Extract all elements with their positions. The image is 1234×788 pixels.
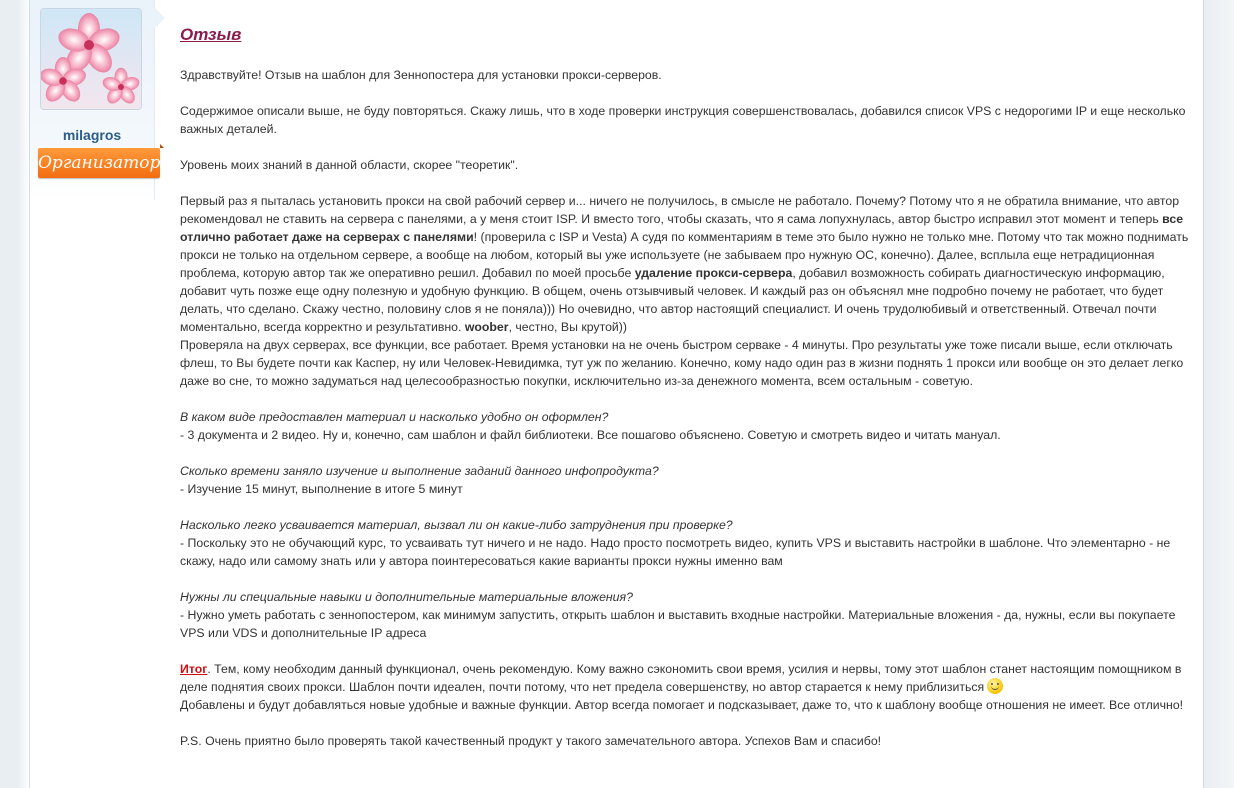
experience-text-5: Проверяла на двух серверах, все функции, все работает. Время установки на не очень быстром серваке - 4 минуты. Про результаты уже тоже писали выше, если отключать флеш, то Вы будете почти как Каспер, ну или Человек-Невидимка, тут уж по желанию. Конечно, кому надо один раз в жизни поднять 1 прокси или вообще он это делает легко даже во сне, то можно задуматься над целесообразностью покупки, исключительно из-за денежного момента, всем остальным - советую. [180,338,1184,388]
post-content [180,24,1200,768]
rank-badge: Организатор [38,148,160,178]
summary-text-2: Добавлены и будут добавляться новые удобные и важные функции. Автор всегда помогает и подсказывает, даже то, что к шаблону вообще отношения не имеет. Все отлично! [180,698,1184,712]
username-link[interactable]: milagros [62,127,122,143]
qa-block-2 [180,462,1200,498]
experience-bold-panels: все отлично работает даже на серверах с панелями [180,212,1184,244]
post-title: Отзыв [180,25,242,44]
qa-block-4 [180,588,1200,642]
experience-text-2: ! (проверила с ISP и Vesta) А судя по комментариям в теме это было нужно не только мне. Потому что так можно поднимать прокси не только на отдельном сервере, а вообще на любом, который вы уже используете (не забываем про нужную ОС, конечно). Далее, всплыла еще нетрадиционная проблема, которую автор так же оперативно решил. Добавил по моей просьбе [180,230,1189,280]
experience-text-1: Первый раз я пыталась установить прокси на свой рабочий сервер и... ничего не получилось, в смысле не работало. Почему? Потому что я не обратила внимание, что автор рекомендовал не ставить на сервера с панелями, а у меня стоит ISP. И вместо того, чтобы сказать, что я сама лопухнулась, автор быстро исправил этот момент и теперь [180,194,1180,226]
post-paragraph-content: Содержимое описали выше, не буду повторяться. Скажу лишь, что в ходе проверки инструкция совершенствовалась, добавился список VPS с недорогими IP и еще несколько важных деталей. [180,104,1186,136]
experience-bold-delete: удаление прокси-сервера [634,266,793,280]
author-name: woober [464,320,509,334]
experience-text-3: , добавил возможность собирать диагностическую информацию, добавит чуть позже еще одну полезную и удобную функцию. В общем, очень отзывчивый человек. И каждый раз он объяснял мне подробно почему не работает, что будет делать, что сделано. Скажу честно, половину слов я не поняла))) Но очевидно, что автор настоящий специалист. И очень трудолюбивый и ответственный. Отвечал почти моментально, всегда корректно и результативно. [180,266,1165,334]
post-paragraph-greeting: Здравствуйте! Отзыв на шаблон для Зеннопостера для установки прокси-серверов. [180,68,662,82]
user-info-column [30,0,154,788]
question-3: Насколько легко усваивается материал, вызвал ли он какие-либо затруднения при проверке? [180,518,733,532]
question-4: Нужны ли специальные навыки и дополнительные материальные вложения? [180,590,633,604]
answer-2: - Изучение 15 минут, выполнение в итоге 5 минут [180,482,463,496]
answer-4: - Нужно уметь работать с зеннопостером, как минимум запустить, открыть шаблон и выставить входные настройки. Материальные вложения - да, нужны, если вы покупаете VPS или VDS и дополнительные IP адреса [180,608,1176,640]
qa-block-1 [180,408,1200,444]
answer-3: - Поскольку это не обучающий курс, то усваивать тут ничего и не надо. Надо просто посмотреть видео, купить VPS и выставить настройки в шаблоне. Что элементарно - не скажу, надо или самому знать или у автора поинтересоваться какие варианты прокси нужны именно вам [180,536,1171,568]
postscript: P.S. Очень приятно было проверять такой качественный продукт у такого замечательного автора. Успехов Вам и спасибо! [180,734,882,748]
question-2: Сколько времени заняло изучение и выполнение заданий данного инфопродукта? [180,464,659,478]
frame-right-border [1203,0,1204,788]
summary-block [180,660,1200,714]
sakura-avatar-icon[interactable] [40,8,142,110]
right-gutter [1204,0,1234,788]
post-paragraph-experience [180,192,1200,390]
post-paragraph-knowledge: Уровень моих знаний в данной области, скорее "теоретик". [180,158,519,172]
experience-text-4: , честно, Вы крутой)) [508,320,627,334]
smiley-icon [987,678,1003,694]
answer-1: - 3 документа и 2 видео. Ну и, конечно, сам шаблон и файл библиотеки. Все пошагово объяснено. Советую и смотреть видео и читать мануал. [180,428,1001,442]
summary-text-1: . Тем, кому необходим данный функционал, очень рекомендую. Кому важно сэкономить свои время, усилия и нервы, тому этот шаблон станет настоящим помощником в деле поднятия своих прокси. Шаблон почти идеален, почти потому, что нет предела совершенству, но автор старается к нему приблизиться [180,662,1182,694]
qa-block-3 [180,516,1200,570]
summary-label: Итог [180,662,208,676]
post-pointer-arrow [153,6,165,30]
question-1: В каком виде предоставлен материал и насколько удобно он оформлен? [180,410,609,424]
